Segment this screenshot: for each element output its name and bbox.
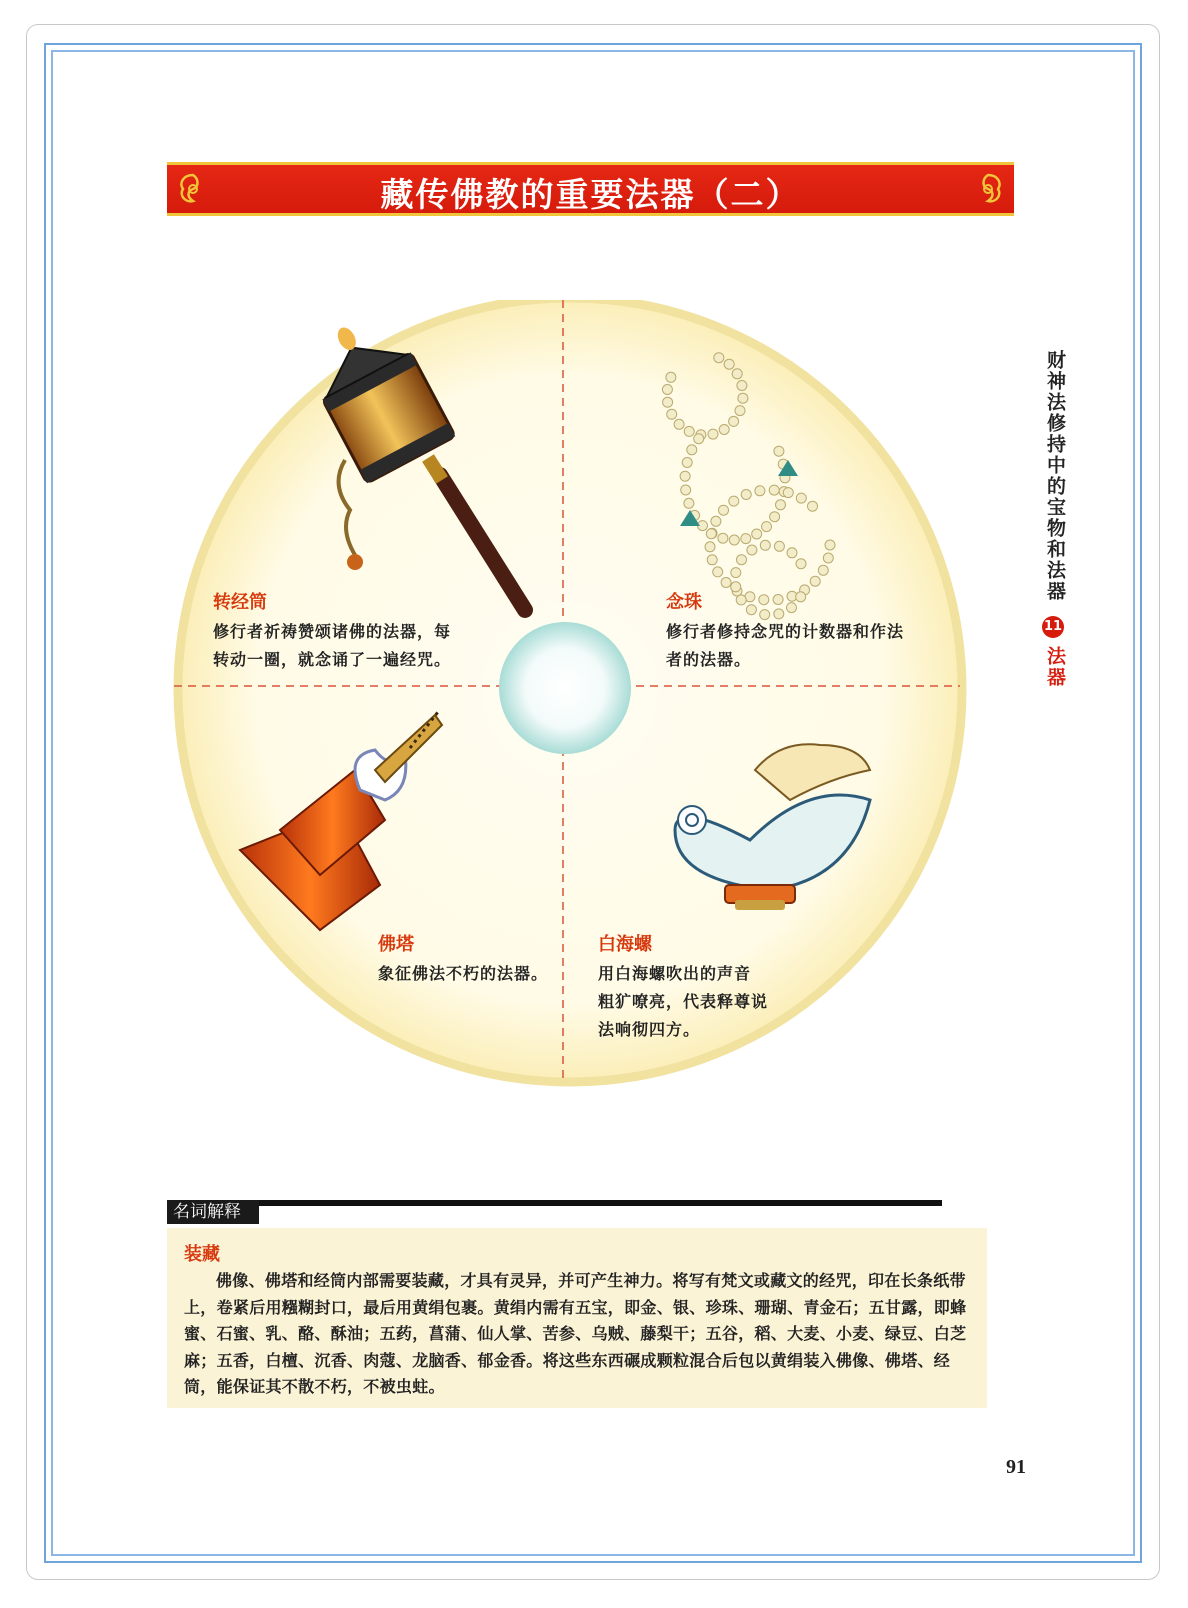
- side-section-title: 财神法修持中的宝物和法器: [1044, 350, 1066, 602]
- bead: [721, 578, 731, 588]
- bead: [808, 501, 818, 511]
- bead: [687, 445, 697, 455]
- bead: [707, 555, 717, 565]
- desc-line: 者的法器。: [666, 650, 752, 669]
- item-desc-prayer-beads: [666, 618, 904, 674]
- item-label-stupa: 佛塔: [378, 934, 414, 955]
- bead: [762, 522, 772, 532]
- item-desc-stupa: [378, 960, 548, 988]
- bead: [714, 353, 724, 363]
- bead: [729, 535, 739, 545]
- bead: [738, 393, 748, 403]
- bead: [770, 512, 780, 522]
- bead: [706, 529, 716, 539]
- bead: [741, 534, 751, 544]
- bead: [796, 559, 806, 569]
- bead: [719, 505, 729, 515]
- bead: [718, 533, 728, 543]
- side-category: 法器: [1044, 646, 1066, 688]
- bead: [783, 488, 793, 498]
- bead: [741, 490, 751, 500]
- bead: [732, 369, 742, 379]
- bead: [752, 529, 762, 539]
- item-label-conch: 白海螺: [598, 934, 652, 955]
- bead: [823, 553, 833, 563]
- bead: [735, 406, 745, 416]
- page-title: 藏传佛教的重要法器（二）: [380, 175, 801, 214]
- ritual-objects-wheel: [170, 300, 970, 1100]
- bead: [760, 540, 770, 550]
- bead: [674, 419, 684, 429]
- glossary-text: 佛像、佛塔和经筒内部需要装藏，才具有灵异，并可产生神力。将写有梵文或藏文的经咒，印在长条纸带上，卷紧后用糨糊封口，最后用黄绢包裹。黄绢内需有五宝，即金、银、珍珠、珊瑚、青金石；五甘露，即蜂蜜、石蜜、乳、酪、酥油；五药，菖蒲、仙人掌、苦参、乌贼、藤梨干；五谷，稻、大麦、小麦、绿豆、白芝麻；五香，白檀、沉香、肉蔻、龙脑香、郁金香。将这些东西碾成颗粒混合后包以黄绢装入佛像、佛塔、经筒，能保证其不散不朽，不被虫蛀。: [184, 1271, 967, 1396]
- bead: [774, 541, 784, 551]
- glossary-term: 装藏: [184, 1244, 220, 1265]
- bead: [746, 605, 756, 615]
- wheel-hub: [499, 622, 631, 754]
- bead: [787, 603, 797, 613]
- bead: [796, 592, 806, 602]
- desc-line: 粗犷嘹亮，代表释尊说: [598, 992, 769, 1011]
- bead: [666, 372, 676, 382]
- bead: [776, 500, 786, 510]
- bead: [667, 409, 677, 419]
- bead: [684, 498, 694, 508]
- bead: [769, 485, 779, 495]
- bead: [737, 555, 747, 565]
- chapter-number-badge: 11: [1042, 616, 1064, 638]
- bead: [682, 458, 692, 468]
- bead: [773, 595, 783, 605]
- item-label-prayer-beads: 念珠: [666, 592, 702, 613]
- item-desc-prayer-wheel: [213, 618, 451, 674]
- desc-line: 修行者祈祷赞颂诸佛的法器，每: [213, 622, 452, 641]
- bead: [731, 568, 741, 578]
- bead: [719, 425, 729, 435]
- cloud-ornament-icon: [968, 169, 1008, 209]
- bead: [680, 471, 690, 481]
- side-chapter-tab: [1042, 350, 1070, 688]
- bead: [747, 545, 757, 555]
- bead: [729, 496, 739, 506]
- bead: [737, 381, 747, 391]
- glossary-rule: [167, 1200, 942, 1206]
- bead: [825, 540, 835, 550]
- bead: [759, 595, 769, 605]
- item-label-prayer-wheel: 转经筒: [213, 592, 267, 613]
- bead: [796, 493, 806, 503]
- bead: [705, 542, 715, 552]
- bead: [774, 446, 784, 456]
- bead: [684, 426, 694, 436]
- bead: [711, 516, 721, 526]
- title-banner: [167, 162, 1014, 216]
- bead: [708, 429, 718, 439]
- item-desc-conch: [598, 960, 768, 1044]
- bead: [662, 385, 672, 395]
- bead: [787, 548, 797, 558]
- page-number: 91: [1006, 1456, 1026, 1478]
- glossary-tag: 名词解释: [167, 1200, 259, 1224]
- desc-line: 法响彻四方。: [598, 1020, 701, 1039]
- bead: [681, 485, 691, 495]
- desc-line: 修行者修持念咒的计数器和作法: [666, 622, 905, 641]
- bead: [694, 434, 704, 444]
- desc-line: 转动一圈，就念诵了一遍经咒。: [213, 650, 452, 669]
- desc-line: 用白海螺吹出的声音: [598, 964, 752, 983]
- desc-line: 象征佛法不朽的法器。: [378, 964, 549, 983]
- bead: [713, 567, 723, 577]
- bead: [729, 416, 739, 426]
- bead: [810, 576, 820, 586]
- bead: [663, 397, 673, 407]
- bead: [731, 582, 741, 592]
- bead: [755, 486, 765, 496]
- bead: [724, 359, 734, 369]
- bead: [736, 595, 746, 605]
- bead: [818, 565, 828, 575]
